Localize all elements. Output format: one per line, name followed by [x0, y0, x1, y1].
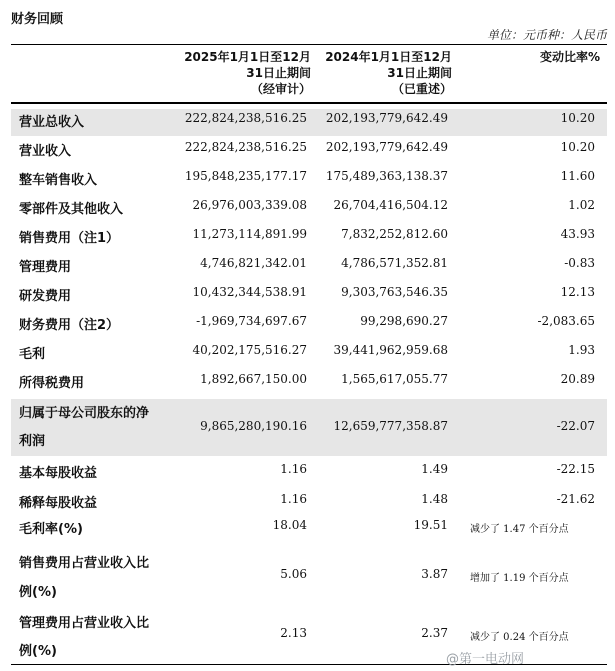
col2-header: 2024年1月1日至12月 31日止期间 （已重述） [325, 50, 452, 96]
table-row: 归属于母公司股东的净 利润 9,865,280,190.16 12,659,777,358.87 -22.07 [11, 399, 607, 456]
table-row: 整车销售收入 195,848,235,177.17 175,489,363,138.37 11.60 [19, 169, 595, 188]
table-row: 财务费用（注2） -1,969,734,697.67 99,298,690.27 -2,083.65 [19, 314, 595, 333]
table-row: 毛利率(%) 18.04 19.51 减少了 1.47 个百分点 [19, 518, 569, 537]
table-row: 销售费用占营业收入比 例(%) 5.06 3.87 增加了 1.19 个百分点 [19, 556, 569, 600]
table-row: 管理费用占营业收入比 例(%) 2.13 2.37 减少了 0.24 个百分点 [19, 616, 569, 659]
table-row: 营业收入 222,824,238,516.25 202,193,779,642.49 10.20 [19, 140, 595, 159]
unit-label: 单位：元币种：人民币 [486, 28, 607, 42]
top-rule [11, 44, 607, 45]
page-title: 财务回顾 [11, 12, 64, 27]
col3-header: 变动比率% [539, 50, 600, 64]
watermark: @第一电动网 [446, 652, 525, 667]
table-row: 销售费用（注1） 11,273,114,891.99 7,832,252,812.60 43.93 [19, 227, 595, 246]
table-row: 稀释每股收益 1.16 1.48 -21.62 [19, 492, 595, 511]
col1-header: 2025年1月1日至12月 31日止期间 （经审计） [184, 50, 311, 96]
table-row: 所得税费用 1,892,667,150.00 1,565,617,055.77 20.89 [19, 372, 595, 391]
table-row: 营业总收入 222,824,238,516.25 202,193,779,642.49 10.20 [11, 109, 607, 136]
table-row: 毛利 40,202,175,516.27 39,441,962,959.68 1.93 [19, 343, 595, 362]
table-row: 管理费用 4,746,821,342.01 4,786,571,352.81 -0.83 [19, 256, 595, 275]
table-row: 零部件及其他收入 26,976,003,339.08 26,704,416,504.12 1.02 [19, 198, 595, 217]
header-rule [11, 102, 607, 104]
table-row: 基本每股收益 1.16 1.49 -22.15 [19, 462, 595, 481]
table-row: 研发费用 10,432,344,538.91 9,303,763,546.35 12.13 [19, 285, 595, 304]
